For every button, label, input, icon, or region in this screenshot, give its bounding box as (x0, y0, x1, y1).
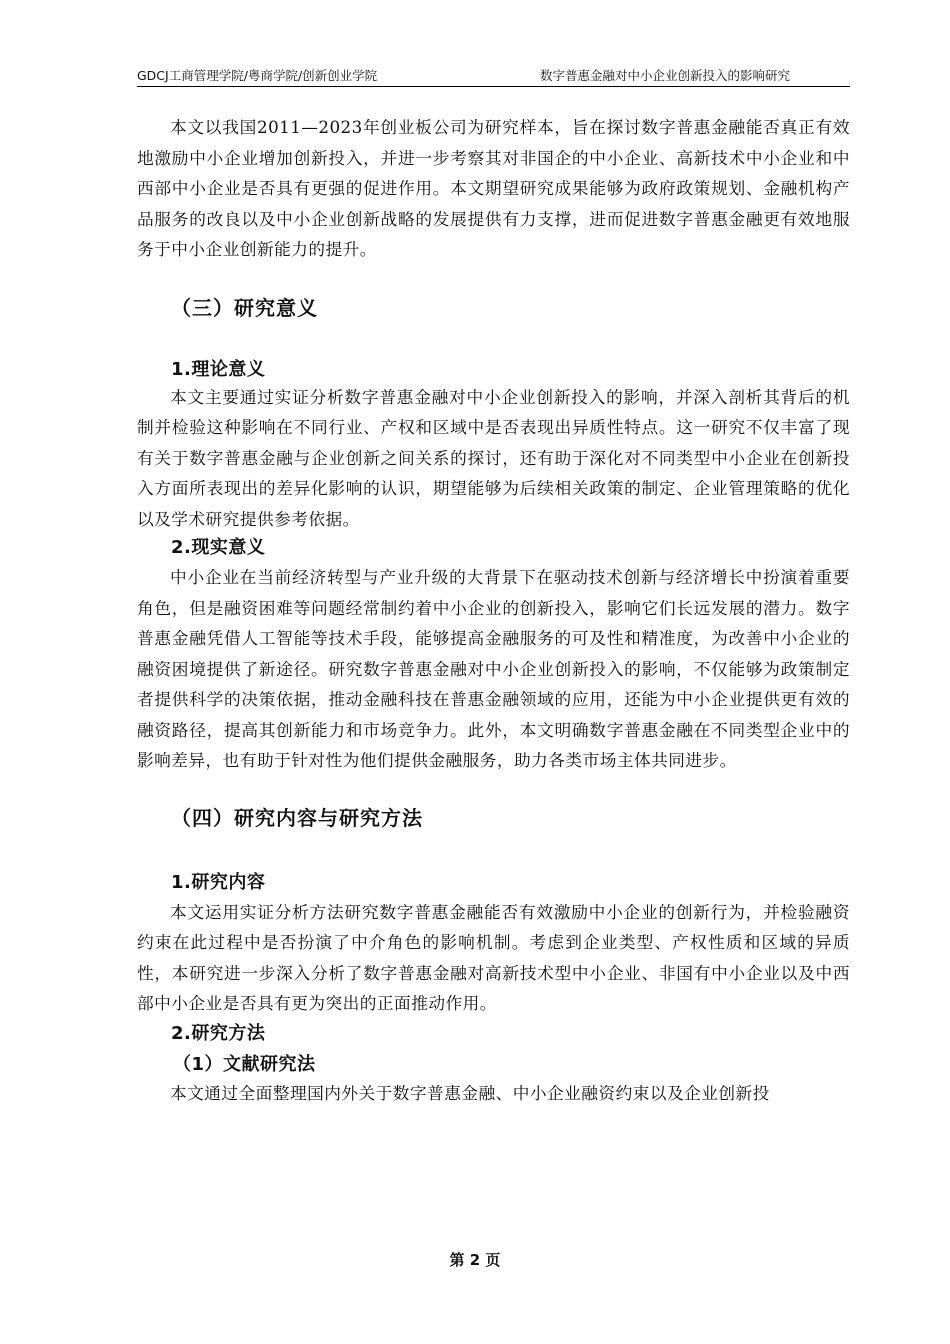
literature-method-paragraph: 本文通过全面整理国内外关于数字普惠金融、中小企业融资约束以及企业创新投 (170, 1082, 770, 1103)
page-body (137, 112, 850, 1108)
header-institution: GDCJ工商管理学院/粤商学院/创新创业学院 (137, 68, 378, 83)
section-4-heading: （四）研究内容与研究方法 (171, 805, 423, 830)
research-content-heading: 1.研究内容 (171, 871, 266, 893)
page-number: 第 2 页 (449, 1251, 501, 1269)
theoretical-significance-paragraph: 本文主要通过实证分析数字普惠金融对中小企业创新投入的影响，并深入剖析其背后的机制并检验这种影响在不同行业、产权和区域中是否表现出异质性特点。这一研究不仅丰富了现有关于数字普惠金融与企业创新之间关系的探讨，还有助于深化对不同类型中小企业在创新投入方面所表现出的差异化影响的认识，期望能够为后续相关政策的制定、企业管理策略的优化以及学术研究提供参考依据。 (137, 386, 850, 529)
header-paper-title: 数字普惠金融对中小企业创新投入的影响研究 (539, 68, 790, 83)
intro-paragraph: 本文以我国2011—2023年创业板公司为研究样本，旨在探讨数字普惠金融能否真正有效地激励中小企业增加创新投入，并进一步考察其对非国企的中小企业、高新技术中小企业和中西部中小企业是否具有更强的促进作用。本文期望研究成果能够为政府政策规划、金融机构产品服务的改良以及中小企业创新战略的发展提供有力支撑，进而促进数字普惠金融更有效地服务于中小企业创新能力的提升。 (137, 117, 850, 259)
practical-significance-heading: 2.现实意义 (171, 537, 266, 558)
theoretical-significance-heading: 1.理论意义 (171, 358, 266, 380)
research-methods-heading: 2.研究方法 (171, 1022, 266, 1044)
research-content-paragraph: 本文运用实证分析方法研究数字普惠金融能否有效激励中小企业的创新行为，并检验融资约束在此过程中是否扮演了中介角色的影响机制。考虑到企业类型、产权性质和区域的异质性，本研究进一步深入分析了数字普惠金融对高新技术型中小企业、非国有中小企业以及中西部中小企业是否具有更为突出的正面推动作用。 (137, 901, 850, 1013)
practical-significance-paragraph: 中小企业在当前经济转型与产业升级的大背景下在驱动技术创新与经济增长中扮演着重要角色，但是融资困难等问题经常制约着中小企业的创新投入，影响它们长远发展的潜力。数字普惠金融凭借人工智能等技术手段，能够提高金融服务的可及性和精准度，为改善中小企业的融资困境提供了新途径。研究数字普惠金融对中小企业创新投入的影响，不仅能够为政策制定者提供科学的决策依据，推动金融科技在普惠金融领域的应用，还能为中小企业提供更有效的融资路径，提高其创新能力和市场竞争力。此外，本文明确数字普惠金融在不同类型企业中的影响差异，也有助于针对性为他们提供金融服务，助力各类市场主体共同进步。 (137, 567, 850, 770)
literature-method-heading: （1）文献研究法 (173, 1053, 316, 1075)
section-3-heading: （三）研究意义 (171, 295, 318, 320)
running-header (137, 66, 850, 87)
